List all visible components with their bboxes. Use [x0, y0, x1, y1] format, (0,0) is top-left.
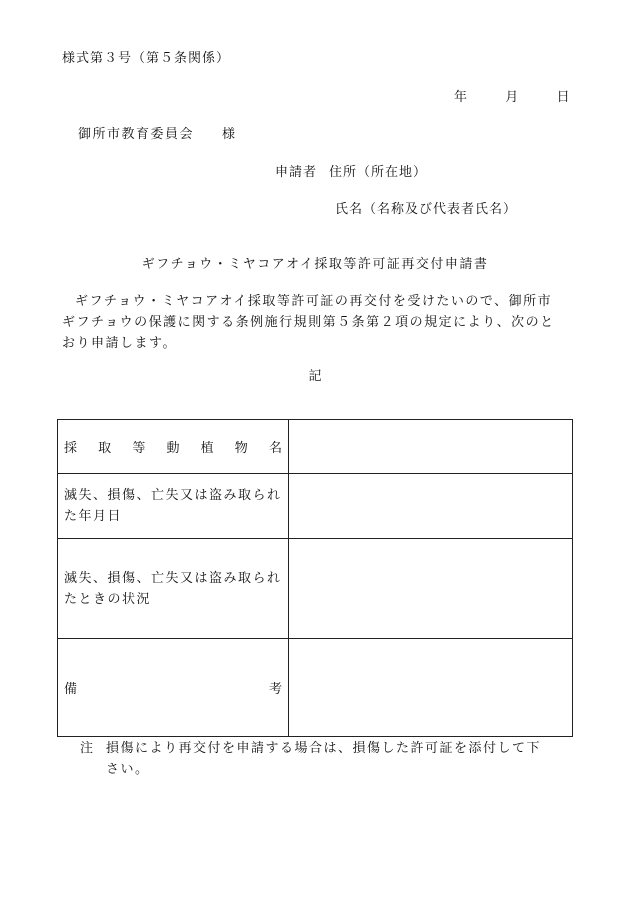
document-title: ギフチョウ・ミヤコアオイ採取等許可証再交付申請書	[141, 257, 489, 272]
table-row	[58, 420, 573, 474]
value-cell-loss-circumstances[interactable]	[289, 539, 573, 639]
addressee-honorific: 様	[222, 127, 237, 142]
label-loss-circumstances: 滅失、損傷、亡失又は盗み取られたときの状況	[64, 570, 282, 607]
label-cell	[58, 539, 289, 639]
label-char: 植	[200, 441, 214, 456]
label-char: 考	[268, 682, 282, 697]
table-row	[58, 474, 573, 539]
label-cell	[58, 639, 289, 737]
label-char: 名	[268, 441, 282, 456]
footnote-line-1	[80, 738, 560, 759]
addressee-name: 御所市教育委員会	[78, 127, 195, 142]
date-day-label: 日	[556, 90, 570, 105]
form-number: 様式第３号（第５条関係）	[62, 51, 231, 66]
label-char: 取	[98, 441, 112, 456]
spread-label-remarks	[64, 678, 282, 697]
table-row	[58, 639, 573, 737]
spread-label-organism	[64, 437, 282, 456]
document-body: ギフチョウ・ミヤコアオイ採取等許可証の再交付を受けたいので、御所市ギフチョウの保護に関する条例施行規則第５条第２項の規定により、次のとおり申請します。	[62, 294, 555, 351]
application-table	[57, 419, 573, 737]
label-char: 採	[64, 441, 78, 456]
date-month-label: 月	[505, 90, 519, 105]
footnote-marker: 注	[80, 741, 95, 756]
date-year-label: 年	[454, 90, 468, 105]
label-cell	[58, 420, 289, 474]
footnote-line-2: さい。	[106, 762, 150, 777]
label-char: 備	[64, 682, 78, 697]
label-loss-date: 滅失、損傷、亡失又は盗み取られた年月日	[64, 488, 282, 524]
value-cell-loss-date[interactable]	[289, 474, 573, 539]
ki-marker: 記	[308, 369, 322, 384]
label-cell	[58, 474, 289, 539]
table-row	[58, 539, 573, 639]
addressee	[78, 123, 237, 142]
date-line	[454, 86, 570, 105]
applicant-address-label: 住所（所在地）	[329, 165, 428, 180]
footnote	[80, 738, 560, 780]
label-char: 等	[132, 441, 146, 456]
applicant-label: 申請者	[275, 165, 318, 180]
applicant-name-label: 氏名（名称及び代表者氏名）	[335, 202, 518, 217]
footnote-text-1: 損傷により再交付を申請する場合は、損傷した許可証を添付して下	[106, 741, 542, 756]
applicant-address-line	[275, 161, 427, 180]
value-cell-organism[interactable]	[289, 420, 573, 474]
value-cell-remarks[interactable]	[289, 639, 573, 737]
label-char: 物	[234, 441, 248, 456]
label-char: 動	[166, 441, 180, 456]
